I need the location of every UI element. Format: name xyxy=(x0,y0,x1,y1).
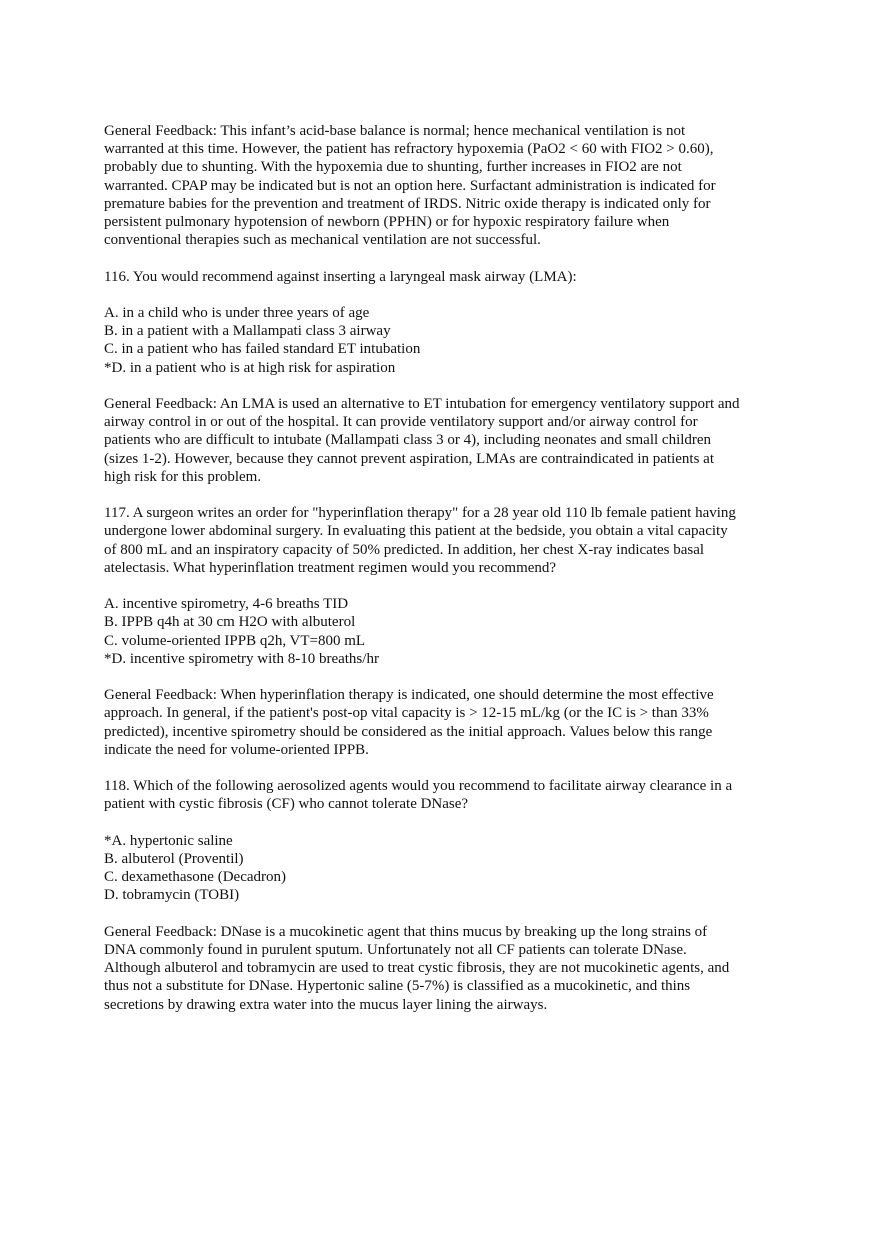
text-line: of 800 mL and an inspiratory capacity of 50% predicted. In addition, her chest X-ray indicates basal xyxy=(104,541,705,558)
answer-option: *A. hypertonic saline xyxy=(104,832,233,849)
text-line: thus not a substitute for DNase. Hypertonic saline (5-7%) is classified as a mucokinetic, and thins xyxy=(104,978,691,995)
question-stem xyxy=(104,777,804,813)
feedback-paragraph xyxy=(104,395,804,486)
text-line: secretions by drawing extra water into the mucus layer lining the airways. xyxy=(104,996,548,1013)
answer-option: A. in a child who is under three years of age xyxy=(104,305,370,321)
text-line: General Feedback: An LMA is used an alternative to ET intubation for emergency ventilatory support and xyxy=(104,396,740,412)
text-line: (sizes 1-2). However, because they cannot prevent aspiration, LMAs are contraindicated in patients at xyxy=(104,450,715,467)
text-line: Although albuterol and tobramycin are used to treat cystic fibrosis, they are not mucokinetic agents, and xyxy=(104,960,730,977)
answer-option: C. dexamethasone (Decadron) xyxy=(104,869,287,886)
text-line: patient with cystic fibrosis (CF) who cannot tolerate DNase? xyxy=(104,796,469,813)
text-line: predicted), incentive spirometry should be considered as the initial approach. Values below this range xyxy=(104,723,713,740)
answer-option: C. in a patient who has failed standard ET intubation xyxy=(104,341,421,358)
answer-option: *D. in a patient who is at high risk for aspiration xyxy=(104,359,396,376)
answer-options xyxy=(104,832,804,905)
feedback-paragraph xyxy=(104,923,804,1014)
answer-option: B. IPPB q4h at 30 cm H2O with albuterol xyxy=(104,614,356,631)
text-line: atelectasis. What hyperinflation treatment regimen would you recommend? xyxy=(104,559,557,576)
feedback-paragraph xyxy=(104,686,804,759)
text-line: General Feedback: When hyperinflation therapy is indicated, one should determine the most effective xyxy=(104,687,714,704)
text-line: warranted. CPAP may be indicated but is not an option here. Surfactant administration is indicated for xyxy=(104,177,716,194)
text-line: airway control in or out of the hospital. It can provide ventilatory support and/or airway control for xyxy=(104,414,698,431)
text-line: probably due to shunting. With the hypoxemia due to shunting, further increases in FIO2 are not xyxy=(104,159,682,176)
question-stem xyxy=(104,504,804,577)
text-line: premature babies for the prevention and treatment of IRDS. Nitric oxide therapy is indicated only for xyxy=(104,195,711,212)
text-line: high risk for this problem. xyxy=(104,468,262,485)
text-line: patients who are difficult to intubate (Mallampati class 3 or 4), including neonates and small children xyxy=(104,432,712,449)
text-line: approach. In general, if the patient's post-op vital capacity is > 12-15 mL/kg (or the IC is > than 33% xyxy=(104,705,709,722)
text-line: conventional therapies such as mechanical ventilation are not successful. xyxy=(104,232,541,249)
answer-option: *D. incentive spirometry with 8-10 breaths/hr xyxy=(104,650,379,667)
answer-option: D. tobramycin (TOBI) xyxy=(104,887,240,904)
text-line: 116. You would recommend against inserting a laryngeal mask airway (LMA): xyxy=(104,268,577,285)
text-line: 118. Which of the following aerosolized agents would you recommend to facilitate airway clearance in a xyxy=(104,778,733,795)
text-line: indicate the need for volume-oriented IPPB. xyxy=(104,741,369,758)
text-line: General Feedback: DNase is a mucokinetic agent that thins mucus by breaking up the long strains of xyxy=(104,923,708,940)
text-line: General Feedback: This infant’s acid-base balance is normal; hence mechanical ventilation is not xyxy=(104,123,686,139)
text-line: undergone lower abdominal surgery. In evaluating this patient at the bedside, you obtain a vital capacity xyxy=(104,523,728,540)
text-line: persistent pulmonary hypotension of newborn (PPHN) or for hypoxic respiratory failure when xyxy=(104,214,670,231)
text-line: DNA commonly found in purulent sputum. Unfortunately not all CF patients can tolerate DNase. xyxy=(104,942,687,958)
answer-options xyxy=(104,595,804,668)
answer-option: C. volume-oriented IPPB q2h, VT=800 mL xyxy=(104,632,366,649)
text-line: 117. A surgeon writes an order for "hyperinflation therapy" for a 28 year old 110 lb female patient having xyxy=(104,505,736,522)
answer-option: A. incentive spirometry, 4-6 breaths TID xyxy=(104,596,349,613)
question-stem xyxy=(104,268,804,286)
text-line: warranted at this time. However, the patient has refractory hypoxemia (PaO2 < 60 with FIO2 > 0.60), xyxy=(104,141,714,158)
feedback-paragraph xyxy=(104,122,804,249)
answer-option: B. albuterol (Proventil) xyxy=(104,851,244,867)
answer-option: B. in a patient with a Mallampati class 3 airway xyxy=(104,323,391,340)
answer-options xyxy=(104,304,804,377)
document-page xyxy=(104,122,804,1032)
